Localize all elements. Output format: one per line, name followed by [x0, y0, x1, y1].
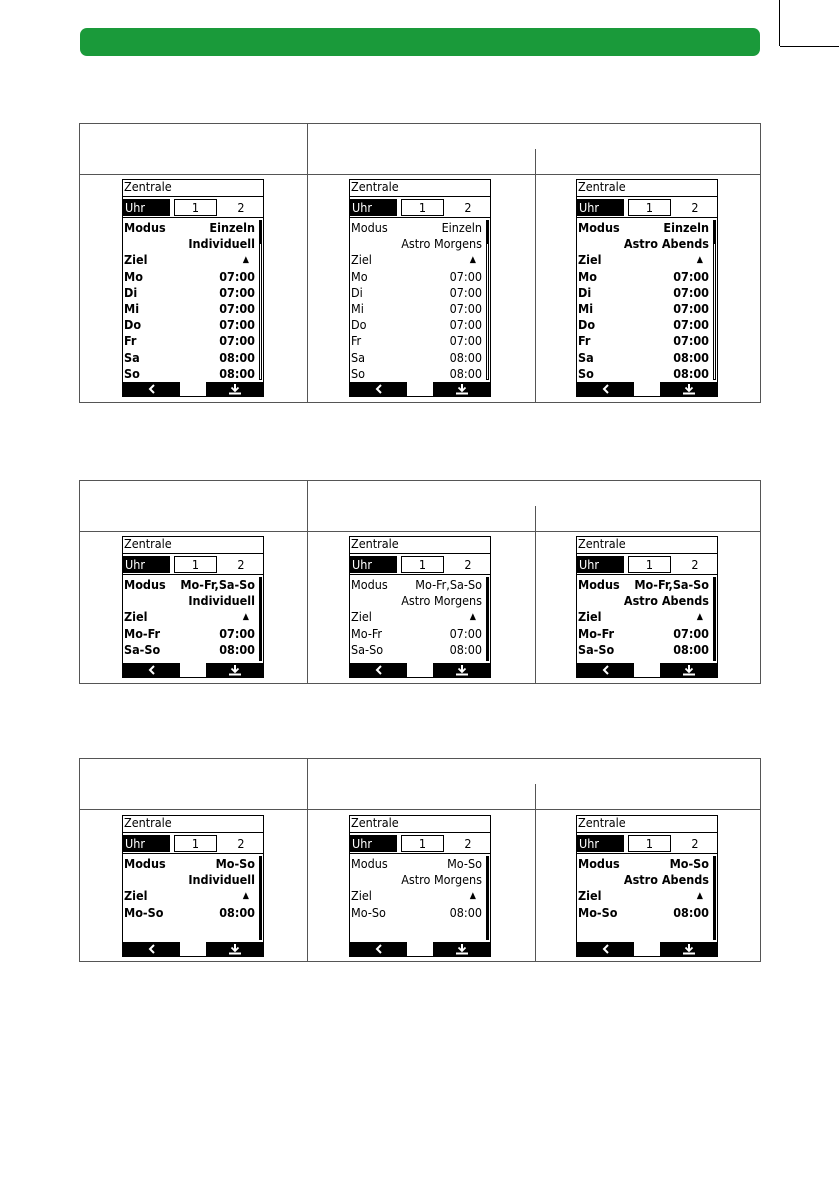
time-value: 07:00 [449, 284, 482, 300]
ziel-label: Ziel [124, 609, 148, 625]
time-row[interactable] [578, 301, 709, 317]
download-icon [228, 384, 242, 395]
day-label: Sa [578, 349, 594, 365]
time-value: 07:00 [219, 333, 255, 349]
tab-divider [576, 217, 718, 218]
up-arrow-icon: ▲ [242, 891, 249, 902]
tab-1[interactable]: 1 [174, 199, 217, 216]
save-button[interactable] [206, 382, 263, 396]
download-icon [455, 384, 469, 395]
chevron-left-icon [601, 384, 611, 394]
save-button[interactable] [660, 382, 717, 396]
ziel-label: Ziel [351, 252, 372, 268]
up-arrow-icon: ▲ [696, 612, 703, 623]
time-row[interactable] [578, 317, 709, 333]
day-label: Mo-Fr [351, 625, 383, 641]
modus-row[interactable] [578, 220, 709, 236]
day-label: Mo-So [351, 904, 386, 920]
time-row[interactable] [578, 626, 709, 642]
time-row[interactable] [351, 285, 482, 301]
time-value: 07:00 [673, 333, 709, 349]
chevron-left-icon [601, 665, 611, 675]
ziel-row[interactable] [351, 252, 482, 268]
tab-divider [576, 853, 718, 854]
day-label: Do [351, 317, 367, 333]
header-bar [80, 28, 760, 56]
scrollbar-thumb[interactable] [486, 856, 489, 940]
modus-row[interactable] [578, 856, 709, 872]
time-value: 08:00 [219, 904, 255, 920]
time-value: 08:00 [449, 641, 482, 657]
tab-2[interactable]: 2 [464, 200, 472, 215]
screen-title: Zentrale [351, 536, 399, 551]
tab-divider [576, 574, 718, 575]
ziel-row[interactable] [124, 888, 255, 904]
tab-1[interactable]: 1 [401, 556, 444, 573]
day-label: Mo [124, 268, 143, 284]
crop-mark-horizontal [780, 46, 839, 47]
time-row[interactable] [578, 905, 709, 921]
time-row[interactable] [351, 333, 482, 349]
device-screen [122, 815, 264, 957]
time-value: 08:00 [673, 349, 709, 365]
title-divider [576, 832, 718, 833]
title-divider [349, 553, 491, 554]
day-label: Sa-So [578, 641, 615, 657]
day-label: Fr [578, 333, 591, 349]
time-row[interactable] [351, 317, 482, 333]
table-header-rule [80, 809, 760, 810]
time-row[interactable] [578, 333, 709, 349]
day-label: Mo [351, 268, 368, 284]
day-label: Sa [124, 349, 140, 365]
screen-title: Zentrale [351, 815, 399, 830]
modus-row[interactable] [578, 577, 709, 593]
time-row[interactable] [578, 366, 709, 382]
tab-1[interactable]: 1 [628, 199, 671, 216]
time-row[interactable] [351, 301, 482, 317]
tab-divider [122, 853, 264, 854]
mode-value: Individuell [188, 236, 255, 252]
screen-title: Zentrale [351, 179, 399, 194]
time-row[interactable] [124, 350, 255, 366]
modus-value: Mo-Fr,Sa-So [180, 577, 255, 592]
time-value: 07:00 [673, 268, 709, 284]
modus-label: Modus [578, 856, 620, 871]
time-value: 07:00 [219, 268, 255, 284]
chevron-left-icon [601, 944, 611, 954]
table-column-divider [307, 481, 308, 683]
mode-value: Astro Morgens [401, 593, 482, 609]
table-header-rule [80, 531, 760, 532]
chevron-left-icon [147, 665, 157, 675]
download-icon [228, 665, 242, 676]
time-row[interactable] [124, 333, 255, 349]
modus-value: Mo-So [669, 856, 709, 871]
tab-2[interactable]: 2 [237, 200, 245, 215]
modus-value: Einzeln [209, 220, 255, 235]
tab-2[interactable]: 2 [237, 836, 245, 851]
time-value: 08:00 [219, 365, 255, 381]
time-row[interactable] [124, 269, 255, 285]
mode-value-row [124, 593, 255, 609]
title-divider [122, 553, 264, 554]
scrollbar-thumb[interactable] [259, 220, 262, 244]
tab-divider [349, 853, 491, 854]
tab-1[interactable]: 1 [174, 556, 217, 573]
chevron-left-icon [374, 944, 384, 954]
time-row[interactable] [351, 905, 482, 921]
save-button[interactable] [206, 942, 263, 956]
scrollbar-thumb[interactable] [259, 577, 262, 661]
modus-value: Einzeln [441, 220, 482, 235]
time-value: 08:00 [673, 641, 709, 657]
screen-title: Zentrale [578, 815, 626, 830]
back-button[interactable] [123, 663, 180, 677]
scrollbar-thumb[interactable] [713, 220, 716, 244]
time-value: 07:00 [673, 625, 709, 641]
device-screen [349, 815, 491, 957]
scrollbar-thumb[interactable] [486, 220, 489, 244]
day-label: Sa [351, 349, 366, 365]
download-icon [455, 944, 469, 955]
time-value: 08:00 [219, 349, 255, 365]
time-value: 07:00 [449, 333, 482, 349]
ziel-label: Ziel [578, 888, 602, 904]
tab-1[interactable]: 1 [174, 835, 217, 852]
modus-label: Modus [124, 577, 166, 592]
modus-label: Modus [351, 220, 388, 235]
tab-uhr[interactable]: Uhr [123, 556, 170, 573]
time-row[interactable] [351, 642, 482, 658]
modus-row[interactable] [124, 220, 255, 236]
time-value: 08:00 [673, 904, 709, 920]
mode-value-row [351, 593, 482, 609]
mode-value: Astro Abends [623, 236, 709, 252]
tab-divider [349, 574, 491, 575]
time-row[interactable] [578, 350, 709, 366]
time-value: 08:00 [449, 365, 482, 381]
ziel-label: Ziel [351, 609, 372, 625]
tab-1[interactable]: 1 [401, 835, 444, 852]
modus-row[interactable] [124, 856, 255, 872]
chevron-left-icon [374, 384, 384, 394]
day-label: Mo-So [578, 904, 618, 920]
modus-label: Modus [351, 856, 388, 871]
mode-value-row [351, 236, 482, 252]
modus-label: Modus [124, 856, 166, 871]
ziel-row[interactable] [351, 888, 482, 904]
device-screen [576, 179, 718, 397]
tab-uhr[interactable]: Uhr [350, 199, 397, 216]
tab-uhr[interactable]: Uhr [123, 835, 170, 852]
day-label: Mi [124, 301, 140, 316]
tab-uhr[interactable]: Uhr [350, 835, 397, 852]
table-column-divider [307, 759, 308, 961]
tab-uhr[interactable]: Uhr [577, 556, 624, 573]
time-value: 08:00 [449, 349, 482, 365]
time-row[interactable] [124, 301, 255, 317]
tab-uhr[interactable]: Uhr [577, 835, 624, 852]
back-button[interactable] [577, 663, 634, 677]
ziel-label: Ziel [124, 888, 148, 904]
save-button[interactable] [660, 942, 717, 956]
tab-divider [122, 217, 264, 218]
time-row[interactable] [351, 626, 482, 642]
day-label: So [124, 365, 140, 381]
time-value: 07:00 [449, 268, 482, 284]
time-value: 07:00 [219, 625, 255, 641]
download-icon [682, 944, 696, 955]
day-label: So [578, 365, 594, 381]
day-label: Fr [124, 333, 137, 349]
mode-value-row [578, 872, 709, 888]
time-value: 07:00 [219, 301, 255, 316]
chevron-left-icon [147, 944, 157, 954]
table-column-divider [307, 124, 308, 402]
tab-uhr[interactable]: Uhr [123, 199, 170, 216]
ziel-row[interactable] [578, 609, 709, 625]
time-value: 07:00 [219, 317, 255, 333]
day-label: Do [124, 317, 142, 333]
time-row[interactable] [351, 269, 482, 285]
table-column-divider [535, 784, 536, 961]
time-value: 08:00 [673, 365, 709, 381]
modus-label: Modus [578, 220, 620, 235]
download-icon [682, 384, 696, 395]
time-row[interactable] [351, 366, 482, 382]
mode-value-row [124, 236, 255, 252]
modus-value: Mo-So [215, 856, 255, 871]
tab-2[interactable]: 2 [691, 836, 699, 851]
time-row[interactable] [124, 285, 255, 301]
back-button[interactable] [577, 942, 634, 956]
modus-row[interactable] [351, 856, 482, 872]
mode-value-row [578, 236, 709, 252]
modus-row[interactable] [124, 577, 255, 593]
time-row[interactable] [124, 905, 255, 921]
time-row[interactable] [124, 317, 255, 333]
mode-value: Individuell [188, 593, 255, 609]
screen-title: Zentrale [124, 536, 172, 551]
ziel-row[interactable] [124, 609, 255, 625]
ziel-row[interactable] [351, 609, 482, 625]
back-button[interactable] [350, 942, 407, 956]
day-label: Mo [578, 268, 597, 284]
time-value: 07:00 [219, 284, 255, 300]
tab-2[interactable]: 2 [691, 200, 699, 215]
day-label: So [351, 365, 366, 381]
time-value: 07:00 [449, 625, 482, 641]
ziel-row[interactable] [124, 252, 255, 268]
mode-value: Astro Abends [623, 872, 709, 888]
time-row[interactable] [578, 285, 709, 301]
time-row[interactable] [124, 642, 255, 658]
modus-row[interactable] [351, 577, 482, 593]
up-arrow-icon: ▲ [469, 612, 476, 623]
time-value: 07:00 [673, 284, 709, 300]
device-screen [576, 815, 718, 957]
title-divider [576, 553, 718, 554]
day-label: Mi [578, 301, 594, 316]
chevron-left-icon [374, 665, 384, 675]
back-button[interactable] [350, 663, 407, 677]
tab-1[interactable]: 1 [628, 556, 671, 573]
day-label: Mi [351, 301, 364, 316]
screen-title: Zentrale [578, 179, 626, 194]
day-label: Di [124, 284, 138, 300]
ziel-label: Ziel [124, 252, 148, 268]
save-button[interactable] [206, 663, 263, 677]
back-button[interactable] [350, 382, 407, 396]
mode-value-row [578, 593, 709, 609]
save-button[interactable] [433, 663, 490, 677]
modus-row[interactable] [351, 220, 482, 236]
modus-label: Modus [578, 577, 620, 592]
title-divider [349, 832, 491, 833]
table-column-divider [535, 506, 536, 683]
time-row[interactable] [124, 366, 255, 382]
ziel-row[interactable] [578, 888, 709, 904]
time-value: 08:00 [219, 641, 255, 657]
tab-2[interactable]: 2 [691, 557, 699, 572]
up-arrow-icon: ▲ [696, 891, 703, 902]
scrollbar[interactable] [713, 220, 716, 380]
save-button[interactable] [433, 942, 490, 956]
day-label: Di [351, 284, 363, 300]
download-icon [228, 944, 242, 955]
device-screen [349, 536, 491, 678]
ziel-row[interactable] [578, 252, 709, 268]
time-row[interactable] [578, 642, 709, 658]
back-button[interactable] [123, 382, 180, 396]
device-screen [576, 536, 718, 678]
ziel-label: Ziel [578, 252, 602, 268]
tab-uhr[interactable]: Uhr [577, 199, 624, 216]
tab-2[interactable]: 2 [464, 836, 472, 851]
screen-title: Zentrale [578, 536, 626, 551]
modus-label: Modus [124, 220, 166, 235]
title-divider [122, 832, 264, 833]
time-value: 08:00 [449, 904, 482, 920]
download-icon [682, 665, 696, 676]
tab-2[interactable]: 2 [464, 557, 472, 572]
modus-value: Mo-So [447, 856, 482, 871]
mode-value: Astro Morgens [401, 872, 482, 888]
time-row[interactable] [124, 626, 255, 642]
back-button[interactable] [123, 942, 180, 956]
mode-value: Astro Abends [623, 593, 709, 609]
save-button[interactable] [660, 663, 717, 677]
save-button[interactable] [433, 382, 490, 396]
mode-value: Individuell [188, 872, 255, 888]
tab-divider [349, 217, 491, 218]
tab-uhr[interactable]: Uhr [350, 556, 397, 573]
time-row[interactable] [351, 350, 482, 366]
day-label: Mo-Fr [578, 625, 615, 641]
scrollbar[interactable] [259, 220, 262, 380]
title-divider [576, 196, 718, 197]
screen-title: Zentrale [124, 815, 172, 830]
day-label: Di [578, 284, 592, 300]
modus-label: Modus [351, 577, 388, 592]
modus-value: Mo-Fr,Sa-So [634, 577, 709, 592]
mode-value: Astro Morgens [401, 236, 482, 252]
ziel-label: Ziel [351, 888, 372, 904]
scrollbar[interactable] [486, 220, 489, 380]
mode-value-row [351, 872, 482, 888]
chevron-left-icon [147, 384, 157, 394]
time-value: 07:00 [449, 301, 482, 316]
screen-title: Zentrale [124, 179, 172, 194]
modus-value: Mo-Fr,Sa-So [415, 577, 482, 592]
title-divider [122, 196, 264, 197]
title-divider [349, 196, 491, 197]
day-label: Fr [351, 333, 362, 349]
day-label: Sa-So [351, 641, 384, 657]
scrollbar-thumb[interactable] [259, 856, 262, 940]
day-label: Sa-So [124, 641, 161, 657]
modus-value: Einzeln [663, 220, 709, 235]
time-value: 07:00 [673, 301, 709, 316]
up-arrow-icon: ▲ [469, 255, 476, 266]
device-screen [122, 536, 264, 678]
up-arrow-icon: ▲ [242, 612, 249, 623]
device-screen [349, 179, 491, 397]
day-label: Mo-So [124, 904, 164, 920]
tab-2[interactable]: 2 [237, 557, 245, 572]
table-header-rule [80, 174, 760, 175]
scrollbar-thumb[interactable] [713, 856, 716, 940]
time-value: 07:00 [449, 317, 482, 333]
ziel-label: Ziel [578, 609, 602, 625]
download-icon [455, 665, 469, 676]
mode-value-row [124, 872, 255, 888]
up-arrow-icon: ▲ [242, 255, 249, 266]
up-arrow-icon: ▲ [696, 255, 703, 266]
up-arrow-icon: ▲ [469, 891, 476, 902]
device-screen [122, 179, 264, 397]
tab-1[interactable]: 1 [401, 199, 444, 216]
time-value: 07:00 [673, 317, 709, 333]
scrollbar-thumb[interactable] [713, 577, 716, 661]
tab-1[interactable]: 1 [628, 835, 671, 852]
day-label: Do [578, 317, 596, 333]
day-label: Mo-Fr [124, 625, 161, 641]
crop-mark-vertical [779, 0, 780, 46]
time-row[interactable] [578, 269, 709, 285]
scrollbar-thumb[interactable] [486, 577, 489, 661]
table-column-divider [535, 149, 536, 402]
tab-divider [122, 574, 264, 575]
back-button[interactable] [577, 382, 634, 396]
